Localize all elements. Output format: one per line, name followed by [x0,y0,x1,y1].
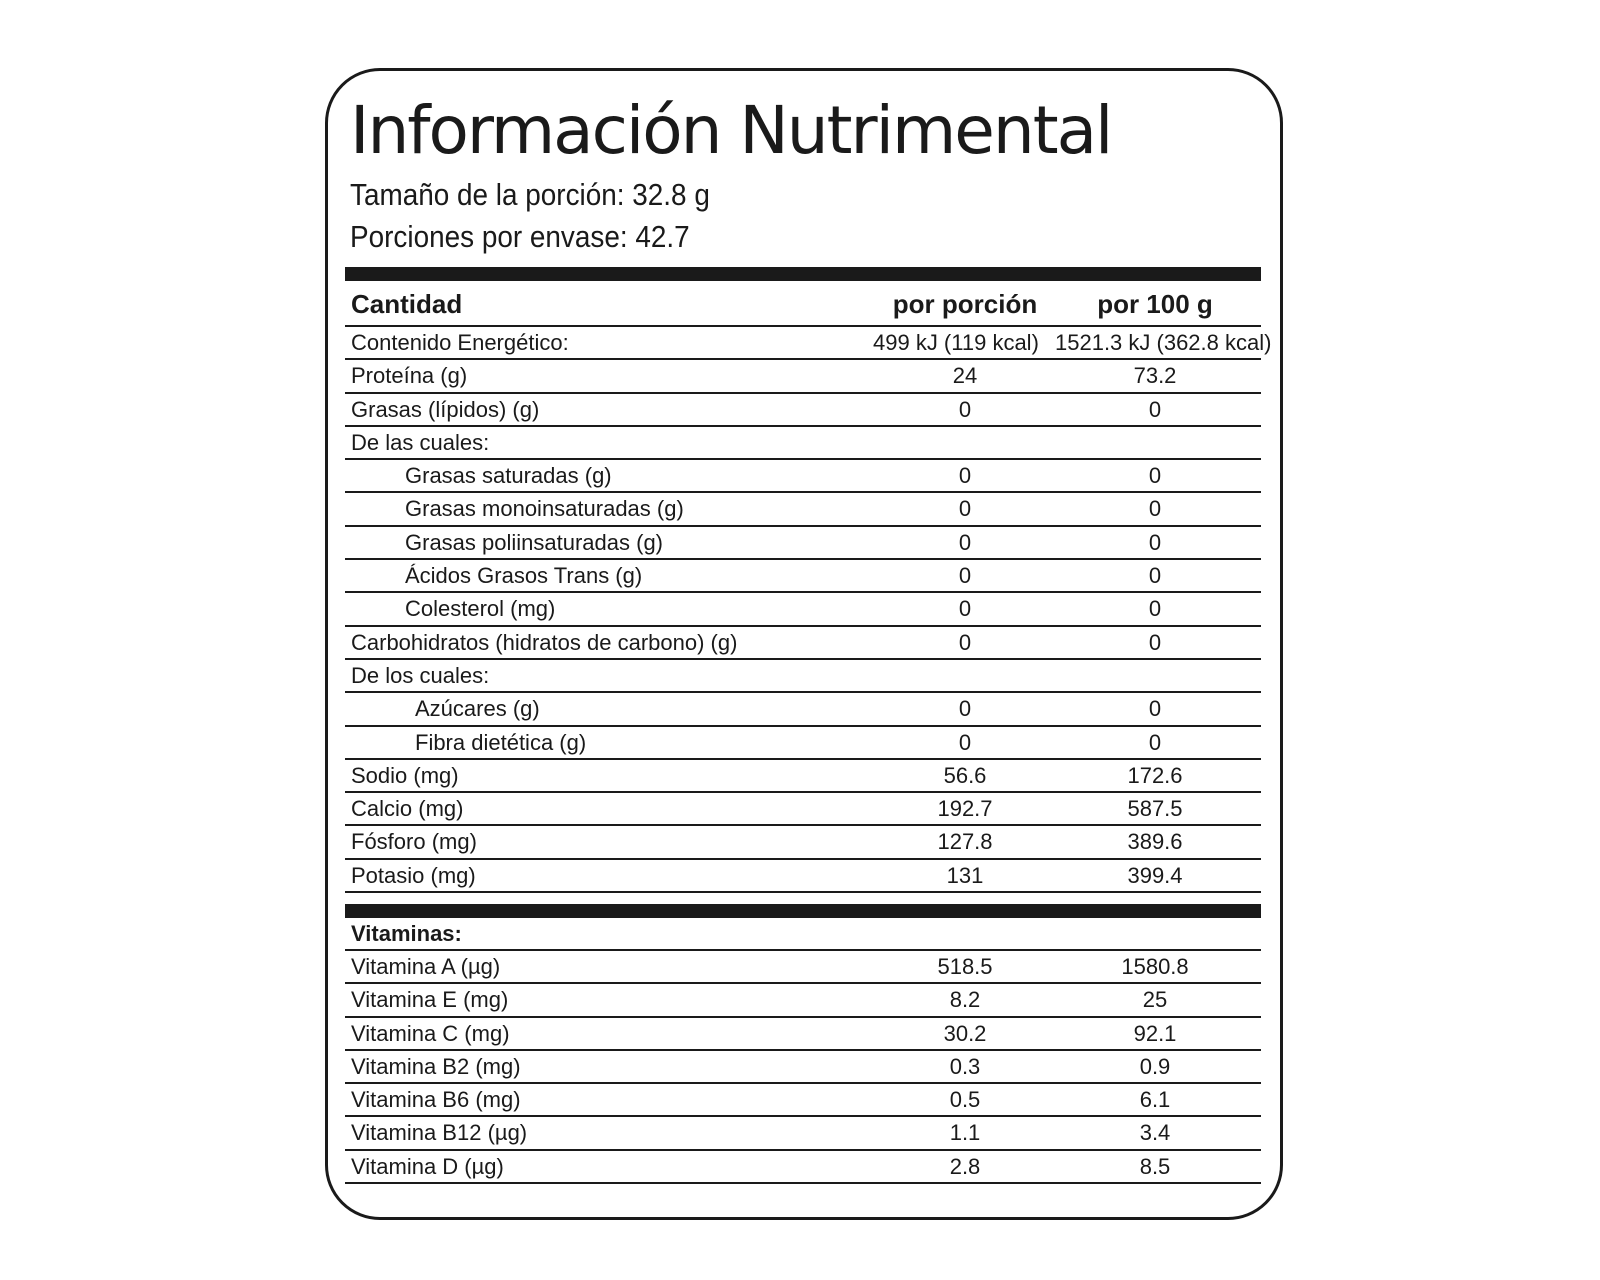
value-per-100g: 0 [1148,463,1162,489]
servings-per-container: Porciones por envase: 42.7 [350,219,690,254]
value-per-100g: 25 [1142,987,1168,1013]
energy-per-100g: 1521.3 kJ (362.8 kcal) [1055,330,1272,355]
value-per-serving: 30.2 [943,1020,987,1046]
row-label: Vitamina B6 (mg) [351,1087,521,1113]
value-per-serving: 192.7 [937,796,993,822]
value-per-serving: 56.6 [943,762,987,788]
table-row [345,1117,1261,1150]
value-per-100g: 3.4 [1139,1120,1171,1146]
table-row [345,693,1261,726]
value-per-serving: 0 [958,529,972,555]
row-label: De las cuales: [351,429,490,455]
value-per-serving: 127.8 [937,829,993,855]
value-per-serving: 0 [958,629,972,655]
row-label: Vitamina B2 (mg) [351,1053,521,1079]
value-per-100g: 6.1 [1139,1087,1171,1113]
table-row [345,984,1261,1017]
table-row [345,360,1261,393]
nutrients-table [345,281,1272,893]
value-per-100g: 8.5 [1139,1153,1171,1179]
table-row [345,860,1261,893]
row-label: Vitamina C (mg) [351,1020,510,1046]
value-per-100g: 0 [1148,596,1162,622]
row-label: Vitamina D (µg) [351,1153,504,1179]
table-header [345,281,1261,327]
table-row [345,1051,1261,1084]
value-per-serving: 0.5 [949,1087,981,1113]
row-label: Potasio (mg) [351,862,476,888]
nutrient-rows [345,360,1261,893]
value-per-serving: 0 [958,596,972,622]
value-per-100g: 0 [1148,696,1162,722]
table-row [345,660,1261,693]
row-label: Sodio (mg) [351,762,459,788]
row-label: Grasas saturadas (g) [405,463,612,489]
table-row [345,593,1261,626]
row-label: Fósforo (mg) [351,829,477,855]
value-per-100g: 0 [1148,396,1162,422]
table-row [345,760,1261,793]
row-label: Fibra dietética (g) [415,729,587,755]
row-label: Azúcares (g) [415,696,540,722]
value-per-serving: 518.5 [937,954,993,979]
value-per-100g: 73.2 [1133,363,1177,389]
vitamin-rows [345,951,1261,1184]
row-label: Grasas (lípidos) (g) [351,396,540,422]
table-row [345,460,1261,493]
energy-per-serving: 499 kJ (119 kcal) [873,330,1039,355]
table-row [345,394,1261,427]
value-per-100g: 0 [1148,529,1162,555]
value-per-100g: 0 [1148,496,1162,522]
value-per-serving: 0.3 [949,1053,981,1079]
value-per-100g: 0 [1148,563,1162,589]
panel-title: Información Nutrimental [350,92,1112,169]
row-label: Colesterol (mg) [405,596,556,622]
table-row [345,527,1261,560]
table-row [345,1018,1261,1051]
value-per-100g: 92.1 [1133,1020,1177,1046]
value-per-100g: 0.9 [1139,1053,1171,1079]
value-per-serving: 0 [958,696,972,722]
value-per-serving: 0 [958,563,972,589]
table-row [345,951,1261,984]
vitamins-divider-bar [345,904,1261,918]
vitamins-table [345,918,1261,1184]
header-quantity: Cantidad [351,289,463,319]
table-row [345,826,1261,859]
row-label: Proteína (g) [351,363,468,389]
row-label: Calcio (mg) [351,796,464,822]
table-row [345,1151,1261,1184]
value-per-100g: 587.5 [1127,796,1183,822]
energy-label: Contenido Energético: [351,330,569,355]
table-row [345,560,1261,593]
value-per-serving: 131 [946,862,984,888]
value-per-serving: 0 [958,729,972,755]
value-per-serving: 0 [958,496,972,522]
vitamins-heading: Vitaminas: [351,921,462,946]
row-label: Vitamina B12 (µg) [351,1120,528,1146]
value-per-100g: 0 [1148,629,1162,655]
row-label: Grasas monoinsaturadas (g) [405,496,684,522]
vitamins-heading-row [345,918,1261,951]
value-per-serving: 8.2 [949,987,981,1013]
value-per-100g: 0 [1148,729,1162,755]
serving-size: Tamaño de la porción: 32.8 g [350,177,710,212]
energy-row [345,327,1272,360]
value-per-100g: 172.6 [1127,762,1183,788]
top-divider-bar [345,267,1261,281]
table-row [345,793,1261,826]
row-label: Vitamina A (µg) [351,954,501,979]
table-row [345,1084,1261,1117]
row-label: Grasas poliinsaturadas (g) [405,529,664,555]
header-per-serving: por porción [892,289,1038,319]
table-row [345,427,1261,460]
header-per-100g: por 100 g [1097,289,1213,319]
nutrition-facts-panel [325,68,1283,1220]
row-label: De los cuales: [351,662,490,688]
table-row [345,627,1261,660]
value-per-100g: 389.6 [1127,829,1183,855]
value-per-100g: 1580.8 [1121,954,1189,979]
row-label: Vitamina E (mg) [351,987,509,1013]
table-row [345,727,1261,760]
value-per-serving: 1.1 [949,1120,981,1146]
value-per-serving: 0 [958,463,972,489]
value-per-serving: 0 [958,396,972,422]
row-label: Carbohidratos (hidratos de carbono) (g) [351,629,738,655]
value-per-100g: 399.4 [1127,862,1183,888]
value-per-serving: 2.8 [949,1153,981,1179]
row-label: Ácidos Grasos Trans (g) [405,563,643,589]
value-per-serving: 24 [952,363,978,389]
table-row [345,493,1261,526]
